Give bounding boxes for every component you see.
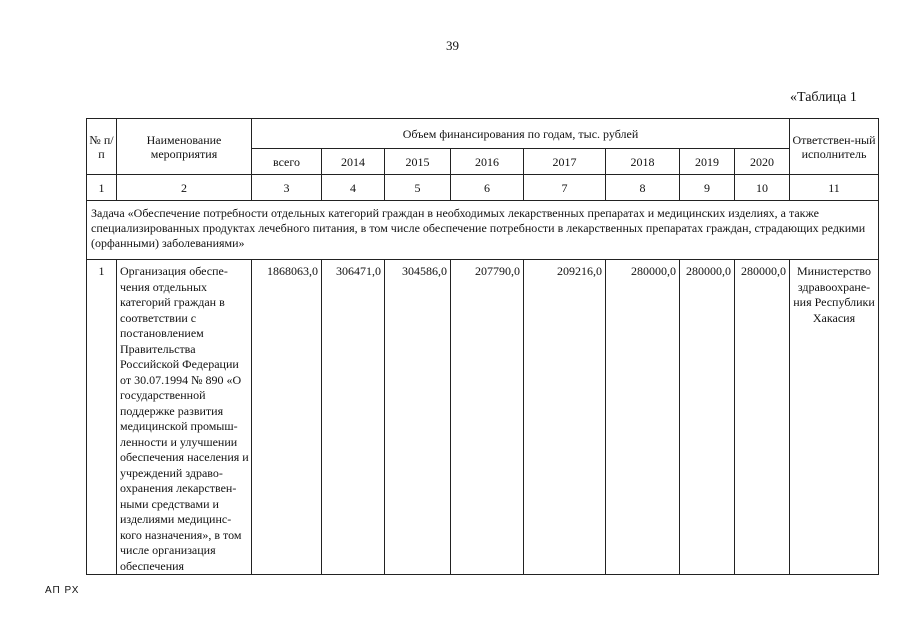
task-row <box>87 201 879 260</box>
column-number: 7 <box>524 175 606 201</box>
header-year: 2017 <box>524 149 606 175</box>
table-caption: «Таблица 1 <box>790 90 857 105</box>
page-number: 39 <box>446 38 459 53</box>
task-text: Задача «Обеспечение потребности отдельных категорий граждан в необходимых лекарственных препаратах и медицинских изделиях, а также специализированных продуктах лечебного питания, в том числе обеспечение потребности в лекарственных препаратах граждан, страдающих редкими (орфанными) заболеваниями» <box>87 201 879 260</box>
header-year: 2020 <box>735 149 790 175</box>
header-year: 2018 <box>606 149 680 175</box>
header-year: всего <box>252 149 322 175</box>
header-year: 2016 <box>451 149 524 175</box>
column-number: 6 <box>451 175 524 201</box>
header-year: 2019 <box>680 149 735 175</box>
column-number: 2 <box>117 175 252 201</box>
row-value-2017: 209216,0 <box>524 260 606 575</box>
column-number: 5 <box>385 175 451 201</box>
row-value-2015: 304586,0 <box>385 260 451 575</box>
header-executor: Ответствен-ный исполнитель <box>790 119 879 175</box>
row-value-2016: 207790,0 <box>451 260 524 575</box>
header-num: № п/п <box>87 119 117 175</box>
header-row-1 <box>87 119 879 149</box>
column-number: 8 <box>606 175 680 201</box>
header-year: 2014 <box>322 149 385 175</box>
column-number: 4 <box>322 175 385 201</box>
row-num: 1 <box>87 260 117 575</box>
header-funding: Объем финансирования по годам, тыс. рублей <box>252 119 790 149</box>
column-number: 11 <box>790 175 879 201</box>
footer-mark: АП РХ <box>45 585 80 596</box>
column-number: 9 <box>680 175 735 201</box>
row-activity-name: Организация обеспе-чения отдельных категорий граждан в соответствии с постановлением Правительства Российской Федерации от 30.07.1994 № 890 «О государственной поддержке развития медицинской промыш-ленности и улучшении обеспечения населения и учреждений здраво-охранения лекарствен-ными средствами и изделиями медицинс-кого назначения», в том числе организация обеспечения <box>117 260 252 575</box>
column-number: 10 <box>735 175 790 201</box>
column-number-row <box>87 175 879 201</box>
column-number: 3 <box>252 175 322 201</box>
row-value-2020: 280000,0 <box>735 260 790 575</box>
header-name: Наименование мероприятия <box>117 119 252 175</box>
table-row <box>87 260 879 575</box>
row-value-total: 1868063,0 <box>252 260 322 575</box>
header-year: 2015 <box>385 149 451 175</box>
column-number: 1 <box>87 175 117 201</box>
funding-table <box>86 118 879 575</box>
row-executor: Министерство здравоохране-ния Республики Хакасия <box>790 260 879 575</box>
row-value-2014: 306471,0 <box>322 260 385 575</box>
row-value-2019: 280000,0 <box>680 260 735 575</box>
row-value-2018: 280000,0 <box>606 260 680 575</box>
